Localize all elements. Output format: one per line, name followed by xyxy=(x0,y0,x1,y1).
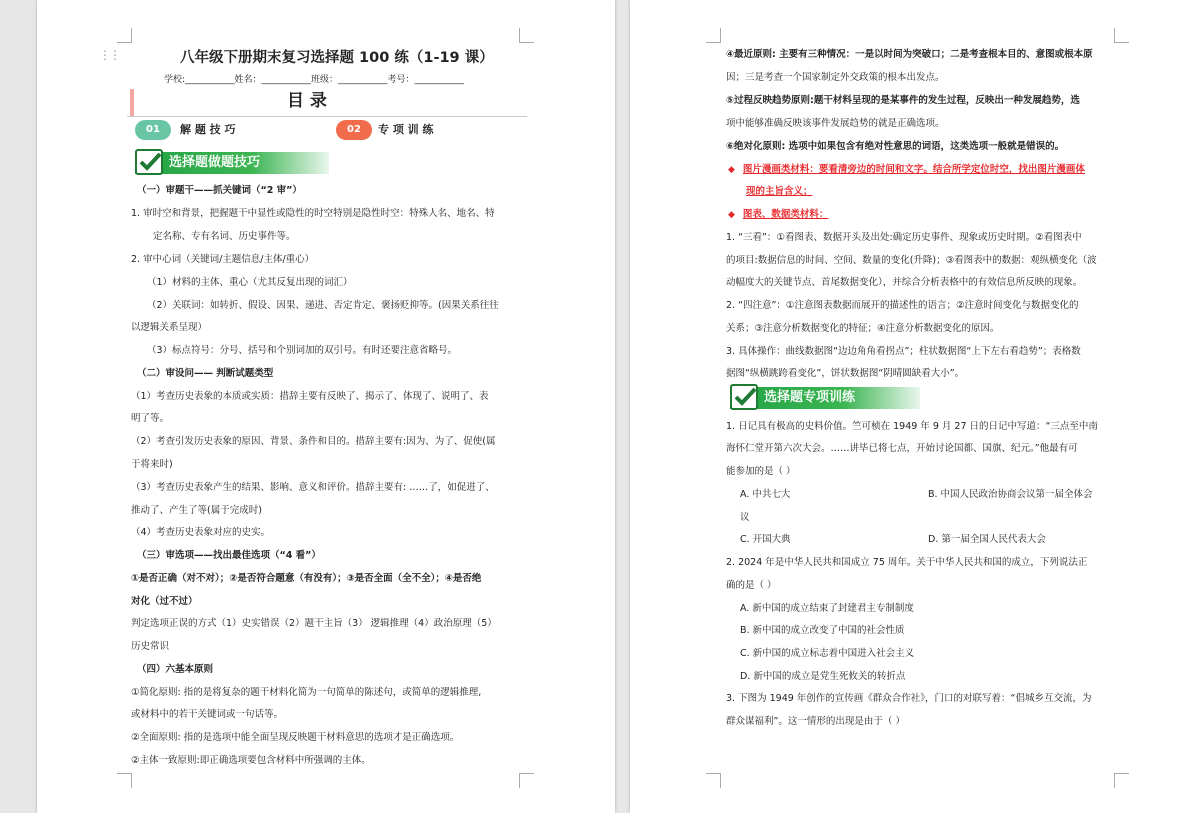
text-line: 历史常识 xyxy=(131,641,170,652)
option-c[interactable]: C. 新中国的成立标志着中国进入社会主义 xyxy=(740,648,915,659)
text-line: 于将来时) xyxy=(131,459,173,470)
text-line: 因；三是考查一个国家制定外交政策的根本出发点。 xyxy=(726,72,945,83)
question-stem: 确的是（ ） xyxy=(726,580,777,591)
text-line: ⑤过程反映趋势原则:题干材料呈现的是某事件的发生过程，反映出一种发展趋势，选 xyxy=(726,95,1080,106)
crop-mark xyxy=(519,28,534,43)
text-line: 项中能够准确反映该事件发展趋势的就是正确选项。 xyxy=(726,118,945,129)
option-b-continued: 议 xyxy=(740,512,750,523)
text-line: （3）考查历史表象产生的结果、影响、意义和评价。措辞主要有: ……了，如促进了、 xyxy=(131,482,495,493)
question-stem: 2. 2024 年是中华人民共和国成立 75 周年。关于中华人民共和国的成立，下列说法正 xyxy=(726,557,1088,568)
text-line: ④最近原则: 主要有三种情况：一是以时间为突破口；二是考查根本目的、意图或根本原 xyxy=(726,49,1093,60)
page-title: 八年级下册期末复习选择题 100 练（1-19 课） xyxy=(180,50,494,66)
text-line: 对化（过不过） xyxy=(131,596,198,607)
text-line: 定名称、专有名词、历史事件等。 xyxy=(153,231,296,242)
toc-item-label[interactable]: 专 项 训 练 xyxy=(378,123,434,136)
text-line: （2）关联词：如转折、假设、因果、递进、否定肯定、褒扬贬抑等。(因果关系往往 xyxy=(147,300,499,311)
red-text: 图表、数据类材料： xyxy=(742,209,829,220)
text-line: 2. 审中心词（关键词/主题信息/主体/重心） xyxy=(131,254,315,265)
document-page-2 xyxy=(630,0,1183,813)
crop-mark xyxy=(519,773,534,788)
toc-num-pill: 01 xyxy=(135,120,171,140)
toc-accent-bar xyxy=(130,89,134,117)
text-line: 动幅度大的关键节点、首尾数据变化），并综合分析表格中的有效信息所反映的现象。 xyxy=(726,277,1083,288)
checkmark-icon xyxy=(730,384,758,410)
diamond-bullet-icon: ◆ xyxy=(728,210,735,220)
text-line: 明了等。 xyxy=(131,413,170,424)
section-heading: （三）审选项——找出最佳选项（“4 看”） xyxy=(137,550,321,561)
toc-num-pill: 02 xyxy=(336,120,372,140)
text-line: 关系；③注意分析数据变化的特征；④注意分析数据变化的原因。 xyxy=(726,323,1000,334)
text-line: 推动了、产生了等(属于完成时) xyxy=(131,505,262,516)
banner-label: 选择题做题技巧 xyxy=(169,155,261,170)
text-line: ②全面原则: 指的是选项中能全面呈现反映题干材料意思的选项才是正确选项。 xyxy=(131,732,460,743)
section-banner xyxy=(730,387,920,409)
crop-mark xyxy=(117,773,132,788)
text-line: ①简化原则: 指的是将复杂的题干材料化简为一句简单的陈述句，或简单的逻辑推理, xyxy=(131,687,482,698)
form-line: 学校:___________姓名：___________班级：___________考号：___________ xyxy=(164,75,465,85)
question-stem: 海怀仁堂开第六次大会。……讲毕已将七点，开始讨论国都、国旗、纪元。”他最有可 xyxy=(726,443,1078,454)
text-line: ⑥绝对化原则: 选项中如果包含有绝对性意思的词语，这类选项一般就是错误的。 xyxy=(726,141,1065,152)
option-a[interactable]: A. 中共七大 xyxy=(740,489,791,500)
text-line: 判定选项正误的方式（1）史实错误（2）题干主旨（3） 逻辑推理（4）政治原理（5） xyxy=(131,618,497,629)
text-line: 1. 审时空和背景，把握题干中显性或隐性的时空特别是隐性时空：特殊人名、地名、特 xyxy=(131,208,495,219)
drag-handle-icon[interactable]: ⋮⋮ xyxy=(99,48,119,62)
option-c[interactable]: C. 开国大典 xyxy=(740,534,791,545)
question-stem: 能参加的是（ ） xyxy=(726,466,796,477)
section-heading: （四）六基本原则 xyxy=(137,664,214,675)
option-a[interactable]: A. 新中国的成立结束了封建君主专制制度 xyxy=(740,603,914,614)
option-b[interactable]: B. 中国人民政治协商会议第一届全体会 xyxy=(928,489,1093,500)
text-line: 以逻辑关系呈现） xyxy=(131,322,208,333)
option-b[interactable]: B. 新中国的成立改变了中国的社会性质 xyxy=(740,625,905,636)
red-text: 图片漫画类材料：要看清旁边的时间和文字。结合所学定位时空，找出图片漫画体 xyxy=(742,164,1085,175)
toc-divider xyxy=(127,116,527,117)
question-stem: 群众谋福利”。这一情形的出现是由于（ ） xyxy=(726,716,905,727)
red-bullet-item xyxy=(728,208,828,222)
option-d[interactable]: D. 新中国的成立是党生死攸关的转折点 xyxy=(740,671,906,682)
section-heading: （二）审设问—— 判断试题类型 xyxy=(137,368,274,379)
text-line: ②主体一致原则:即正确选项要包含材料中所强调的主体。 xyxy=(131,755,371,766)
crop-mark xyxy=(706,773,721,788)
text-line: 3. 具体操作：曲线数据图“边边角角看拐点”；柱状数据图“上下左右看趋势”；表格数 xyxy=(726,346,1081,357)
option-d[interactable]: D. 第一届全国人民代表大会 xyxy=(928,534,1046,545)
question-stem: 3. 下图为 1949 年创作的宣传画《群众合作社》，门口的对联写着：“倡城乡互交流，为 xyxy=(726,693,1092,704)
text-line: （4）考查历史表象对应的史实。 xyxy=(131,527,271,538)
document-page-1 xyxy=(37,0,615,813)
red-bullet-item xyxy=(728,163,1085,177)
section-banner xyxy=(135,152,329,174)
crop-mark xyxy=(117,28,132,43)
toc-title: 目 录 xyxy=(287,91,327,111)
banner-label: 选择题专项训练 xyxy=(764,390,856,405)
text-line: 1. “三看”：①看图表、数据开头及出处:确定历史事件、现象或历史时期。②看图表中 xyxy=(726,232,1082,243)
text-line: ①是否正确（对不对）；②是否符合题意（有没有）；③是否全面（全不全）；④是否绝 xyxy=(131,573,482,584)
crop-mark xyxy=(1114,28,1129,43)
toc-item-label[interactable]: 解 题 技 巧 xyxy=(180,123,236,136)
text-line: （1）考查历史表象的本质或实质：措辞主要有反映了、揭示了、体现了、说明了、表 xyxy=(131,391,489,402)
diamond-bullet-icon: ◆ xyxy=(728,165,735,175)
red-text: 现的主旨含义； xyxy=(746,186,813,197)
crop-mark xyxy=(706,28,721,43)
text-line: 或材料中的若干关键词或一句话等。 xyxy=(131,709,284,720)
section-heading: （一）审题干——抓关键词（“2 审”） xyxy=(137,185,302,196)
crop-mark xyxy=(1114,773,1129,788)
text-line: 据图“纵横跳跨看变化”，饼状数据图“阴晴圆缺看大小”。 xyxy=(726,368,965,379)
text-line: （3）标点符号：分号、括号和个别词加的双引号。有时还要注意省略号。 xyxy=(147,345,458,356)
text-line: （1）材料的主体、重心（尤其反复出现的词汇） xyxy=(147,277,353,288)
question-stem: 1. 日记具有极高的史料价值。竺可桢在 1949 年 9 月 27 日的日记中写道：“三点至中南 xyxy=(726,421,1098,432)
text-line: （2）考查引发历史表象的原因、背景、条件和目的。措辞主要有:因为、为了、促使(属 xyxy=(131,436,496,447)
text-line: 2. “四注意”：①注意图表数据而展开的描述性的语言；②注意时间变化与数据变化的 xyxy=(726,300,1079,311)
checkmark-icon xyxy=(135,149,163,175)
text-line: 的项目:数据信息的时间、空间、数量的变化(升降)；③看图表中的数据：观纵横变化（波 xyxy=(726,255,1097,266)
